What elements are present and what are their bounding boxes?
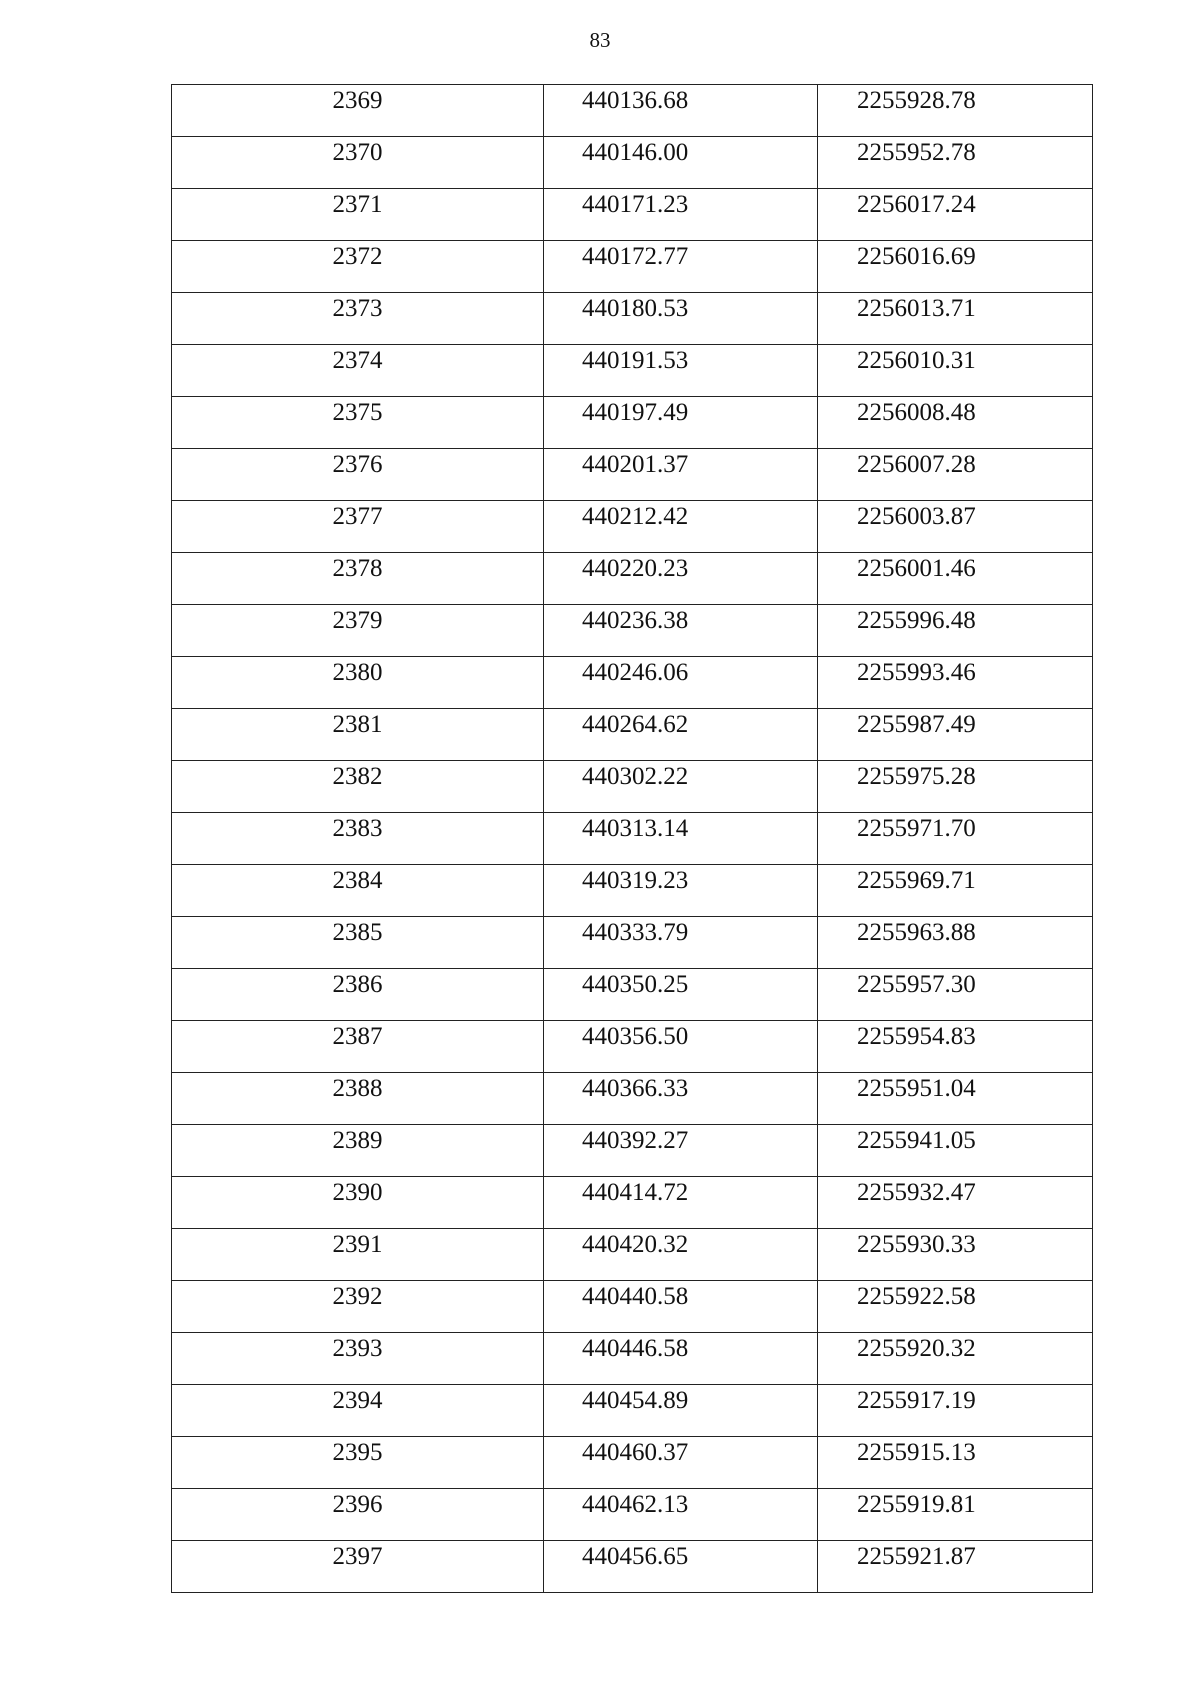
cell-value: 2255921.87	[857, 1543, 976, 1570]
cell-value: 440350.25	[582, 971, 689, 998]
x-coordinate-cell	[544, 449, 818, 501]
cell-value: 2255954.83	[857, 1023, 976, 1050]
point-id-cell	[172, 1437, 544, 1489]
cell-value: 2378	[332, 555, 383, 582]
table-row	[172, 501, 1093, 553]
table-row	[172, 657, 1093, 709]
x-coordinate-cell	[544, 813, 818, 865]
cell-value: 440197.49	[582, 399, 689, 426]
cell-value: 440191.53	[582, 347, 689, 374]
cell-value: 440446.58	[582, 1335, 689, 1362]
x-coordinate-cell	[544, 501, 818, 553]
table-row	[172, 1385, 1093, 1437]
y-coordinate-cell	[818, 1333, 1093, 1385]
table-row	[172, 605, 1093, 657]
point-id-cell	[172, 293, 544, 345]
point-id-cell	[172, 605, 544, 657]
page-number: 83	[589, 28, 611, 52]
cell-value: 440462.13	[582, 1491, 689, 1518]
y-coordinate-cell	[818, 501, 1093, 553]
point-id-cell	[172, 501, 544, 553]
y-coordinate-cell	[818, 189, 1093, 241]
cell-value: 2373	[332, 295, 383, 322]
cell-value: 2255920.32	[857, 1335, 976, 1362]
cell-value: 2256008.48	[857, 399, 976, 426]
cell-value: 440456.65	[582, 1543, 689, 1570]
table-row	[172, 85, 1093, 137]
cell-value: 2395	[332, 1439, 383, 1466]
cell-value: 2392	[332, 1283, 383, 1310]
cell-value: 440313.14	[582, 815, 689, 842]
cell-value: 2381	[332, 711, 383, 738]
cell-value: 440440.58	[582, 1283, 689, 1310]
cell-value: 2380	[332, 659, 383, 686]
table-row	[172, 917, 1093, 969]
y-coordinate-cell	[818, 1281, 1093, 1333]
table-row	[172, 1333, 1093, 1385]
cell-value: 2394	[332, 1387, 383, 1414]
cell-value: 440392.27	[582, 1127, 689, 1154]
cell-value: 2384	[332, 867, 383, 894]
table-row	[172, 345, 1093, 397]
cell-value: 2255963.88	[857, 919, 976, 946]
x-coordinate-cell	[544, 1333, 818, 1385]
cell-value: 2375	[332, 399, 383, 426]
x-coordinate-cell	[544, 137, 818, 189]
coordinate-table-body	[172, 85, 1093, 1593]
cell-value: 2371	[332, 191, 383, 218]
point-id-cell	[172, 345, 544, 397]
cell-value: 440212.42	[582, 503, 689, 530]
cell-value: 440333.79	[582, 919, 689, 946]
cell-value: 2255951.04	[857, 1075, 976, 1102]
cell-value: 2255930.33	[857, 1231, 976, 1258]
cell-value: 2256013.71	[857, 295, 976, 322]
cell-value: 440319.23	[582, 867, 689, 894]
cell-value: 2255928.78	[857, 87, 976, 114]
x-coordinate-cell	[544, 605, 818, 657]
x-coordinate-cell	[544, 553, 818, 605]
point-id-cell	[172, 189, 544, 241]
x-coordinate-cell	[544, 1125, 818, 1177]
point-id-cell	[172, 1489, 544, 1541]
x-coordinate-cell	[544, 1073, 818, 1125]
table-row	[172, 137, 1093, 189]
coordinate-table	[171, 84, 1093, 1593]
table-row	[172, 1541, 1093, 1593]
table-row	[172, 189, 1093, 241]
table-row	[172, 397, 1093, 449]
y-coordinate-cell	[818, 293, 1093, 345]
cell-value: 440302.22	[582, 763, 689, 790]
cell-value: 440201.37	[582, 451, 689, 478]
point-id-cell	[172, 85, 544, 137]
cell-value: 2382	[332, 763, 383, 790]
y-coordinate-cell	[818, 1021, 1093, 1073]
point-id-cell	[172, 1281, 544, 1333]
x-coordinate-cell	[544, 397, 818, 449]
cell-value: 440146.00	[582, 139, 689, 166]
cell-value: 2255975.28	[857, 763, 976, 790]
y-coordinate-cell	[818, 657, 1093, 709]
table-row	[172, 1177, 1093, 1229]
y-coordinate-cell	[818, 1177, 1093, 1229]
cell-value: 2256001.46	[857, 555, 976, 582]
point-id-cell	[172, 137, 544, 189]
x-coordinate-cell	[544, 1437, 818, 1489]
table-row	[172, 761, 1093, 813]
table-row	[172, 969, 1093, 1021]
x-coordinate-cell	[544, 189, 818, 241]
cell-value: 2256010.31	[857, 347, 976, 374]
cell-value: 2383	[332, 815, 383, 842]
cell-value: 440366.33	[582, 1075, 689, 1102]
y-coordinate-cell	[818, 1385, 1093, 1437]
y-coordinate-cell	[818, 1437, 1093, 1489]
table-row	[172, 813, 1093, 865]
cell-value: 440356.50	[582, 1023, 689, 1050]
x-coordinate-cell	[544, 293, 818, 345]
cell-value: 2256003.87	[857, 503, 976, 530]
table-row	[172, 709, 1093, 761]
table-row	[172, 1125, 1093, 1177]
cell-value: 2255919.81	[857, 1491, 976, 1518]
cell-value: 2370	[332, 139, 383, 166]
x-coordinate-cell	[544, 1021, 818, 1073]
cell-value: 2255952.78	[857, 139, 976, 166]
table-row	[172, 1489, 1093, 1541]
cell-value: 440180.53	[582, 295, 689, 322]
cell-value: 440236.38	[582, 607, 689, 634]
point-id-cell	[172, 1385, 544, 1437]
point-id-cell	[172, 657, 544, 709]
point-id-cell	[172, 1073, 544, 1125]
cell-value: 440264.62	[582, 711, 689, 738]
x-coordinate-cell	[544, 917, 818, 969]
x-coordinate-cell	[544, 85, 818, 137]
point-id-cell	[172, 917, 544, 969]
point-id-cell	[172, 397, 544, 449]
x-coordinate-cell	[544, 241, 818, 293]
y-coordinate-cell	[818, 813, 1093, 865]
y-coordinate-cell	[818, 241, 1093, 293]
cell-value: 2369	[332, 87, 383, 114]
cell-value: 2255915.13	[857, 1439, 976, 1466]
y-coordinate-cell	[818, 709, 1093, 761]
point-id-cell	[172, 1125, 544, 1177]
x-coordinate-cell	[544, 1541, 818, 1593]
y-coordinate-cell	[818, 397, 1093, 449]
y-coordinate-cell	[818, 1489, 1093, 1541]
x-coordinate-cell	[544, 345, 818, 397]
y-coordinate-cell	[818, 85, 1093, 137]
cell-value: 2255932.47	[857, 1179, 976, 1206]
point-id-cell	[172, 1333, 544, 1385]
y-coordinate-cell	[818, 553, 1093, 605]
cell-value: 440136.68	[582, 87, 689, 114]
table-row	[172, 865, 1093, 917]
cell-value: 2376	[332, 451, 383, 478]
x-coordinate-cell	[544, 1177, 818, 1229]
point-id-cell	[172, 1177, 544, 1229]
cell-value: 2379	[332, 607, 383, 634]
table-row	[172, 553, 1093, 605]
y-coordinate-cell	[818, 345, 1093, 397]
cell-value: 440172.77	[582, 243, 689, 270]
cell-value: 2256007.28	[857, 451, 976, 478]
cell-value: 2255941.05	[857, 1127, 976, 1154]
cell-value: 2372	[332, 243, 383, 270]
cell-value: 2391	[332, 1231, 383, 1258]
cell-value: 2255993.46	[857, 659, 976, 686]
x-coordinate-cell	[544, 709, 818, 761]
cell-value: 2393	[332, 1335, 383, 1362]
cell-value: 2255971.70	[857, 815, 976, 842]
cell-value: 2255969.71	[857, 867, 976, 894]
y-coordinate-cell	[818, 1125, 1093, 1177]
cell-value: 440454.89	[582, 1387, 689, 1414]
cell-value: 2255957.30	[857, 971, 976, 998]
cell-value: 440246.06	[582, 659, 689, 686]
cell-value: 440420.32	[582, 1231, 689, 1258]
point-id-cell	[172, 1541, 544, 1593]
point-id-cell	[172, 241, 544, 293]
table-row	[172, 1437, 1093, 1489]
y-coordinate-cell	[818, 917, 1093, 969]
cell-value: 2255922.58	[857, 1283, 976, 1310]
table-row	[172, 293, 1093, 345]
cell-value: 2377	[332, 503, 383, 530]
y-coordinate-cell	[818, 137, 1093, 189]
table-row	[172, 1229, 1093, 1281]
point-id-cell	[172, 761, 544, 813]
point-id-cell	[172, 813, 544, 865]
cell-value: 2255917.19	[857, 1387, 976, 1414]
point-id-cell	[172, 1229, 544, 1281]
cell-value: 2390	[332, 1179, 383, 1206]
x-coordinate-cell	[544, 1489, 818, 1541]
cell-value: 2256016.69	[857, 243, 976, 270]
point-id-cell	[172, 553, 544, 605]
x-coordinate-cell	[544, 969, 818, 1021]
cell-value: 2255987.49	[857, 711, 976, 738]
y-coordinate-cell	[818, 1541, 1093, 1593]
x-coordinate-cell	[544, 865, 818, 917]
y-coordinate-cell	[818, 1073, 1093, 1125]
cell-value: 2389	[332, 1127, 383, 1154]
y-coordinate-cell	[818, 969, 1093, 1021]
x-coordinate-cell	[544, 657, 818, 709]
cell-value: 440414.72	[582, 1179, 689, 1206]
point-id-cell	[172, 449, 544, 501]
cell-value: 2385	[332, 919, 383, 946]
cell-value: 2396	[332, 1491, 383, 1518]
y-coordinate-cell	[818, 1229, 1093, 1281]
table-row	[172, 1281, 1093, 1333]
cell-value: 2256017.24	[857, 191, 976, 218]
table-row	[172, 241, 1093, 293]
y-coordinate-cell	[818, 605, 1093, 657]
y-coordinate-cell	[818, 761, 1093, 813]
cell-value: 2388	[332, 1075, 383, 1102]
point-id-cell	[172, 865, 544, 917]
table-row	[172, 1073, 1093, 1125]
table-row	[172, 449, 1093, 501]
point-id-cell	[172, 709, 544, 761]
x-coordinate-cell	[544, 1385, 818, 1437]
point-id-cell	[172, 969, 544, 1021]
cell-value: 440220.23	[582, 555, 689, 582]
cell-value: 2255996.48	[857, 607, 976, 634]
point-id-cell	[172, 1021, 544, 1073]
x-coordinate-cell	[544, 1229, 818, 1281]
cell-value: 2387	[332, 1023, 383, 1050]
x-coordinate-cell	[544, 761, 818, 813]
y-coordinate-cell	[818, 865, 1093, 917]
cell-value: 2374	[332, 347, 383, 374]
cell-value: 2397	[332, 1543, 383, 1570]
x-coordinate-cell	[544, 1281, 818, 1333]
table-row	[172, 1021, 1093, 1073]
cell-value: 2386	[332, 971, 383, 998]
y-coordinate-cell	[818, 449, 1093, 501]
cell-value: 440171.23	[582, 191, 689, 218]
cell-value: 440460.37	[582, 1439, 689, 1466]
